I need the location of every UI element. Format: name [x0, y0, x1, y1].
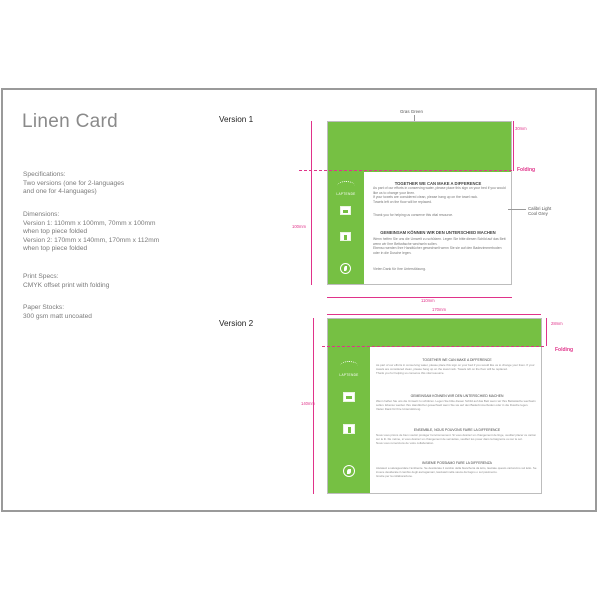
card-2-side-panel: [328, 347, 370, 493]
leaf-shape: [347, 469, 351, 474]
towel-icon-detail: [344, 235, 347, 240]
bed-icon-detail: [343, 210, 348, 213]
card-2-top-flap: [328, 319, 541, 347]
sun-logo-icon: [340, 361, 358, 371]
card-2-heading-en: TOGETHER WE CAN MAKE A DIFFERENCE: [422, 358, 492, 362]
version-2-label: Version 2: [219, 319, 254, 328]
card-1-side-panel: [328, 172, 364, 284]
version-1-label: Version 1: [219, 115, 254, 124]
card-2-paragraph-fr: Nous vous prions de bien vouloir protéger l'environnement. Si vous désirez un changement de linge, veuillez placer ce carton sur le lit. De même, si vous désirez un changement de serviettes, veuillez les poser dans la baignoire ou sur le sol. Nous vous remercions de votre collaboration.: [376, 433, 537, 445]
color-note-gras-green: Gras Green: [400, 109, 423, 114]
dim-top-label-2: 28mm: [551, 321, 563, 326]
spec-block-print: Print Specs: CMYK offset print with folding: [23, 273, 110, 289]
card-1-top-flap: [328, 122, 511, 172]
card-1-thanks-en: Thank you for helping us conserve this vital resource.: [373, 213, 454, 217]
dim-top-label-1: 30mm: [515, 126, 527, 131]
fold-label-1: Folding: [517, 167, 536, 173]
card-2-paragraph-en: As part of our efforts in conserving water, please place this sign on your bed if you would like us to change your linen. If your towels are considered clean, please hang up on the towel rack. Towels left on the floor will be replaced. Thank you for helping us conserve this vital resource.: [376, 363, 535, 375]
dim-width-label-1: 110mm: [421, 298, 435, 303]
towel-icon: [340, 232, 351, 241]
dim-width-label-2: 170mm: [432, 307, 446, 312]
dim-height-label-1: 100mm: [292, 224, 306, 229]
card-2-logo-text: LAPTENDE: [339, 373, 359, 377]
card-1-heading-de: GEMEINSAM KÖNNEN WIR DEN UNTERSCHIED MACHEN: [380, 230, 496, 235]
dim-top-line-1: [513, 121, 514, 171]
card-1-logo-text: LAPTENDE: [336, 192, 356, 196]
eco-leaf-icon: [343, 465, 355, 477]
sun-logo-icon: [337, 181, 355, 191]
card-version-2: [327, 318, 542, 494]
page-title: Linen Card: [22, 111, 118, 132]
leaf-shape: [344, 266, 347, 271]
card-2-paragraph-de: Wenn helfen Sie uns die Umwelt zu schützen. Legen Sie bitte diesen Schild auf das Bett wenn wir Ihre Bettwäsche wechseln sollen. Ebenso werden Ihre Handtücher gewechselt wenn Sie sie auf den Badezimmerboden oder in die Dusche legen. Vielen Dank für Ihre Unterstützung.: [376, 399, 536, 411]
spec-block-dimensions: Dimensions: Version 1: 110mm x 100mm, 70mm x 100mm when top piece folded Version 2: 170mm x 140mm, 170mm x 112mm when top piece folded: [23, 211, 160, 253]
dim-width-line-2: [327, 314, 541, 315]
bed-icon: [340, 206, 351, 215]
card-2-heading-fr: ENSEMBLE, NOUS POUVONS FAIRE LA DIFFERENCE: [413, 428, 501, 432]
dim-height-line-1: [311, 121, 312, 285]
text-note-font: Calibri Light Cool Grey: [528, 206, 552, 217]
fold-label-2: Folding: [555, 347, 574, 353]
towel-icon-detail: [348, 427, 351, 433]
bed-icon-detail: [346, 396, 352, 399]
fold-line-2: [322, 346, 544, 347]
card-1-thanks-de: Vielen Dank für Ihre Unterstützung.: [373, 267, 426, 271]
card-1-paragraph-de: Wenn helfen Sie uns die Umwelt zu schützen. Legen Sie bitte diesen Schild auf das Bett wenn wir Ihre Bettwäsche wechseln sollen. Ebenso werden Ihre Handtücher gewechselt wenn Sie sie auf den Badezimmerboden oder in die Dusche legen.: [373, 237, 506, 256]
card-1-heading-en: TOGETHER WE CAN MAKE A DIFFERENCE: [394, 181, 482, 186]
dim-height-line-2: [313, 318, 314, 494]
card-2-heading-it: INSIEME POSSIAMO FARE LA DIFFERENZA: [422, 461, 492, 465]
text-note-leader: [508, 209, 526, 210]
spec-block-specifications: Specifications: Two versions (one for 2-languages and one for 4-languages): [23, 171, 125, 196]
card-1-paragraph-en: As part of our efforts in conserving water, please place this sign on your bed if you would like us to change your linen. If your towels are considered clean, please hang up on the towel rack. Towels left on the floor will be replaced.: [373, 186, 506, 205]
eco-leaf-icon: [340, 263, 351, 274]
spec-block-paper: Paper Stocks: 300 gsm matt uncoated: [23, 304, 92, 320]
card-2-paragraph-it: Aiutateci a salvaguardare l'ambiente. Se desiderate il cambio della biancheria da letto, lasciate questo cartoncino sul letto. Se invece desiderate il cambio degli asciugamani, lasciateli nella vasca da bagno o sul pavimento. Grazie per la collaborazione.: [376, 466, 537, 478]
fold-line-1: [299, 170, 512, 171]
bed-icon: [343, 392, 355, 402]
card-version-1: [327, 121, 512, 285]
towel-icon: [343, 424, 355, 434]
card-2-heading-de: GEMEINSAM KÖNNEN WIR DEN UNTERSCHIED MACHEN: [410, 394, 504, 398]
dim-top-line-2: [546, 318, 547, 346]
dim-height-label-2: 140mm: [301, 401, 315, 406]
dim-width-line-1: [327, 297, 512, 298]
